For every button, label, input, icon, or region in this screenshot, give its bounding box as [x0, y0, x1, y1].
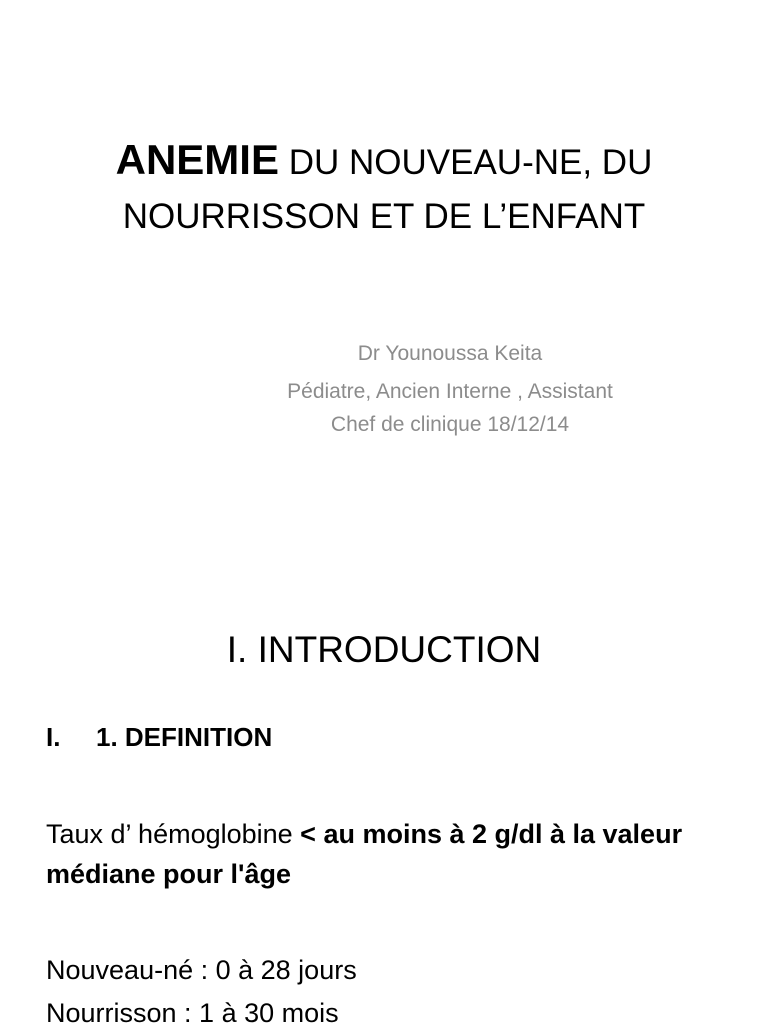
age-group-infant: Nourrisson : 1 à 30 mois: [46, 998, 339, 1024]
section-title: I. INTRODUCTION: [226, 629, 542, 670]
definition-normal-text: Taux d’ hémoglobine: [46, 819, 301, 849]
slide-title: [0, 133, 768, 244]
title-line2: NOURRISSON ET DE L’ENFANT: [122, 197, 646, 236]
definition-bold-text: < au moins à 2 g/dl à la valeur médiane pour l'âge: [46, 819, 683, 889]
author-role-line1: Pédiatre, Ancien Interne , Assistant: [287, 380, 613, 403]
title-line1-rest: DU NOUVEAU-NE, DU: [278, 143, 653, 182]
title-bold-word: ANEMIE: [115, 136, 279, 183]
definition-subheading: [46, 720, 272, 754]
definition-paragraph: [46, 814, 726, 894]
author-block: [230, 336, 670, 440]
subheading-text: 1. DEFINITION: [96, 722, 273, 752]
subheading-roman-numeral: I.: [46, 722, 61, 752]
author-role-line2: Chef de clinique 18/12/14: [330, 413, 570, 436]
author-name: Dr Younoussa Keita: [357, 342, 543, 365]
age-group-newborn: Nouveau-né : 0 à 28 jours: [46, 955, 357, 985]
